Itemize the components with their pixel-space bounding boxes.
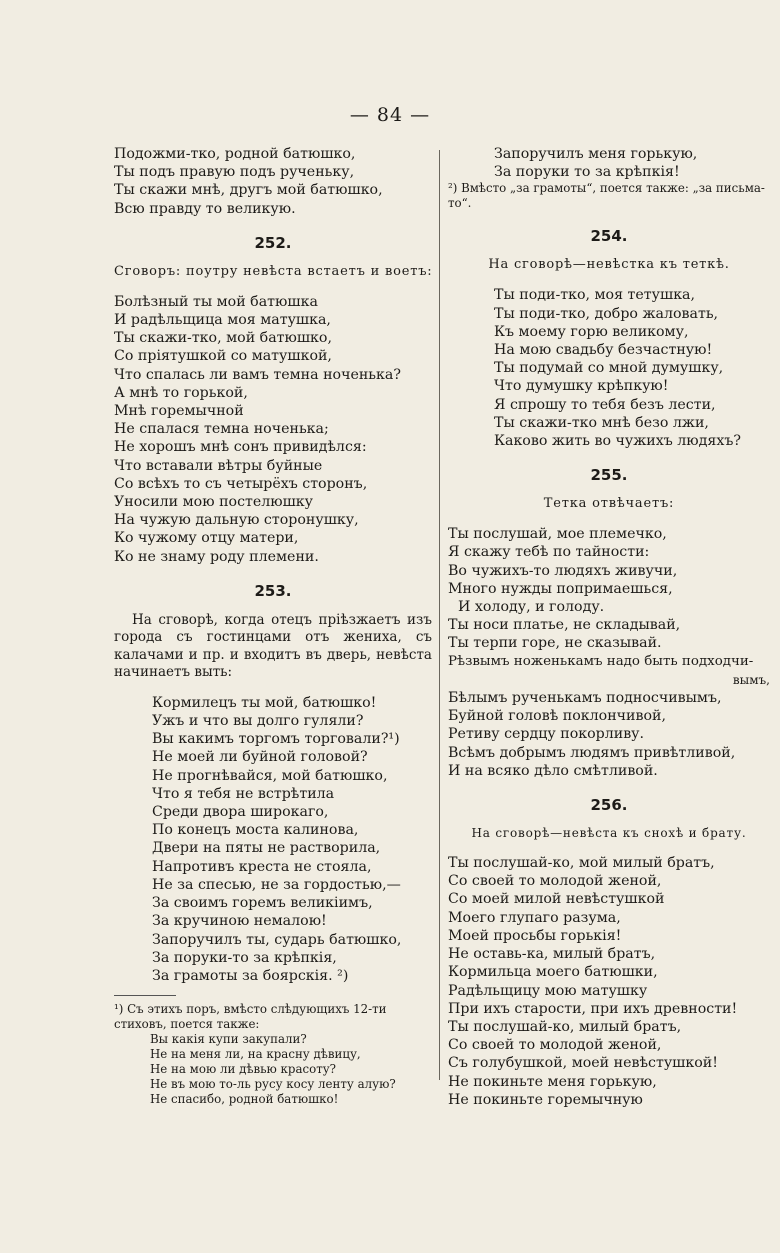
verse-line: Вы какимъ торгомъ торговали?¹) [152, 731, 400, 748]
verse-line: Ты послушай-ко, мой милый братъ, [448, 855, 715, 872]
verse-line: Что спалась ли вамъ темна ноченька? [114, 366, 401, 383]
verse-line: Ко не знаму роду племени. [114, 548, 319, 565]
verse-253 [114, 694, 432, 985]
verse-line: Со пріятушкой со матушкой, [114, 348, 332, 365]
verse-line: Что думушку крѣпкую! [494, 378, 669, 395]
verse-line: Не прогнѣвайся, мой батюшко, [152, 767, 388, 784]
verse-line: При ихъ старости, при ихъ древности! [448, 1000, 738, 1017]
verse-line: Во чужихъ-то людяхъ живучи, [448, 562, 678, 579]
verse-line: Я скажу тебѣ по тайности: [448, 544, 650, 561]
footnote-rule [114, 995, 176, 996]
verse-line: За своимъ горемъ великіимъ, [152, 895, 373, 912]
verse-line: Болѣзный ты мой батюшка [114, 293, 318, 310]
verse-line: Напротивъ креста не стояла, [152, 858, 372, 875]
section-heading-254: На сговорѣ—невѣстка къ теткѣ. [488, 257, 730, 273]
verse-line: Ты подъ правую подъ рученьку, [114, 164, 355, 181]
verse-line: Къ моему горю великому, [494, 323, 689, 340]
footnote-1: ¹) Съ этихъ поръ, вмѣсто слѣдующихъ 12-ти стиховъ, поется также: [114, 1002, 387, 1032]
right-column [448, 145, 770, 1109]
verse-line: Что вставали вѣтры буйные [114, 457, 323, 474]
section-number-254: 254. [590, 227, 628, 246]
verse-line: Ты послушай, мое племечко, [448, 526, 667, 543]
verse-255 [448, 525, 770, 780]
verse-line: Я спрошу то тебя безъ лести, [494, 396, 716, 413]
footnote-1-verse [114, 1032, 432, 1107]
verse-line: На чужую дальную сторонушку, [114, 512, 359, 529]
verse-line: Ты скажи мнѣ, другъ мой батюшко, [114, 182, 383, 199]
verse-line: Ты скажи-тко, мой батюшко, [114, 330, 332, 347]
verse-254 [448, 286, 770, 450]
section-number-252: 252. [254, 233, 292, 252]
footnote-2: ²) Вмѣсто „за грамоты“, поется также: „за письма-то“. [448, 181, 765, 211]
verse-line: Моего глупаго разума, [448, 909, 621, 926]
verse-line: Бѣлымъ рученькамъ подносчивымъ, [448, 690, 722, 707]
verse-line: Всю правду то великую. [114, 200, 296, 217]
intro-verse [114, 145, 432, 218]
verse-line: Кормилецъ ты мой, батюшко! [152, 694, 377, 711]
verse-line: За поруки-то за крѣпкія, [152, 949, 337, 966]
continued-verse [448, 145, 770, 181]
verse-line: Запоручилъ меня горькую, [494, 146, 698, 162]
verse-line: За грамоты за боярскія. ²) [152, 967, 349, 984]
verse-line: По конецъ моста калинова, [152, 822, 359, 839]
verse-line: Ты терпи горе, не сказывай. [448, 635, 662, 652]
verse-line: Подожми-тко, родной батюшко, [114, 146, 356, 162]
section-heading-256: На сговорѣ—невѣста къ снохѣ и брату. [471, 826, 747, 841]
verse-256 [448, 854, 770, 1109]
verse-line: Кормильца моего батюшки, [448, 964, 658, 981]
verse-line: Ко чужому отцу матери, [114, 530, 299, 547]
verse-line: Двери на пяты не растворила, [152, 840, 381, 857]
verse-line: Съ голубушкой, моей невѣстушкой! [448, 1055, 718, 1072]
verse-line: Не покиньте горемычную [448, 1091, 643, 1108]
verse-line: Буйной головѣ поклончивой, [448, 708, 666, 725]
verse-line: Уносили мою постелюшку [114, 494, 314, 511]
left-column [114, 145, 432, 1107]
verse-line: На мою свадьбу безчастную! [494, 342, 713, 359]
verse-line: Ты подумай со мной думушку, [494, 360, 724, 377]
column-divider [439, 150, 440, 1080]
verse-line: Что я тебя не встрѣтила [152, 785, 335, 802]
verse-line: И на всяко дѣло смѣтливой. [448, 762, 658, 779]
verse-line: Мнѣ горемычной [114, 403, 244, 420]
verse-line: Ты поди-тко, добро жаловать, [494, 305, 719, 322]
verse-line: Радѣльщицу мою матушку [448, 982, 648, 999]
section-heading-252: Сговоръ: поутру невѣста встаетъ и воетъ: [114, 263, 433, 279]
verse-line: Не оставь-ка, милый братъ, [448, 946, 656, 963]
verse-line: Моей просьбы горькія! [448, 927, 622, 944]
verse-line: Ты послушай-ко, милый братъ, [448, 1018, 682, 1035]
verse-line: Ты скажи-тко мнѣ безо лжи, [494, 414, 709, 431]
verse-line: Со всѣхъ то съ четырёхъ сторонъ, [114, 475, 368, 492]
section-intro-253: На сговорѣ, когда отецъ пріѣзжаетъ изъ города съ гостинцами отъ жениха, съ калачами и пр. и входитъ въ дверь, невѣста начинаетъ выть: [114, 611, 432, 681]
verse-line: Много нужды попримаешься, [448, 580, 673, 597]
verse-line: Запоручилъ ты, сударь батюшко, [152, 931, 402, 948]
footnote-line: Не въ мою то-ль русу косу ленту алую? [150, 1077, 396, 1092]
verse-line: Не моей ли буйной головой? [152, 749, 368, 766]
verse-line: Ты носи платье, не складывай, [448, 617, 681, 634]
verse-line: И холоду, и голоду. [458, 599, 605, 616]
verse-252 [114, 293, 432, 566]
verse-line: Рѣзвымъ ноженькамъ надо быть подходчи- [448, 653, 754, 669]
section-number-255: 255. [590, 466, 628, 485]
footnote-line: Не спасибо, родной батюшко! [150, 1092, 339, 1107]
verse-line: Ты поди-тко, моя тетушка, [494, 287, 696, 304]
verse-line: Среди двора широкаго, [152, 804, 329, 821]
verse-line: Ретиву сердцу покорливу. [448, 726, 645, 743]
verse-line: За кручиною немалою! [152, 913, 327, 930]
verse-line: Всѣмъ добрымъ людямъ привѣтливой, [448, 744, 736, 761]
verse-line: За поруки то за крѣпкія! [494, 164, 680, 181]
footnote-line: Не на мою ли дѣвью красоту? [150, 1062, 336, 1077]
footnote-line: Не на меня ли, на красну дѣвицу, [150, 1047, 361, 1062]
verse-line: Ужъ и что вы долго гуляли? [152, 713, 364, 730]
verse-line: Не хорошъ мнѣ сонъ привидѣлся: [114, 439, 367, 456]
verse-line: Со своей то молодой женой, [448, 873, 662, 890]
verse-line: Не спалася темна ноченька; [114, 421, 329, 438]
section-number-256: 256. [590, 796, 628, 815]
page-number: — 84 — [349, 104, 431, 126]
verse-line: Со своей то молодой женой, [448, 1037, 662, 1054]
verse-line: Не за спесью, не за гордостью,— [152, 876, 401, 893]
verse-line: А мнѣ то горькой, [114, 384, 248, 401]
verse-line: И радѣльщица моя матушка, [114, 312, 331, 329]
verse-line: Каково жить во чужихъ людяхъ? [494, 433, 741, 450]
verse-line-tail: вымъ, [732, 672, 770, 687]
section-number-253: 253. [254, 581, 292, 600]
verse-line: Не покиньте меня горькую, [448, 1073, 657, 1090]
verse-line: Со моей милой невѣстушкой [448, 891, 665, 908]
footnote-line: Вы какія купи закупали? [150, 1032, 307, 1047]
section-heading-255: Тетка отвѣчаетъ: [543, 496, 675, 512]
